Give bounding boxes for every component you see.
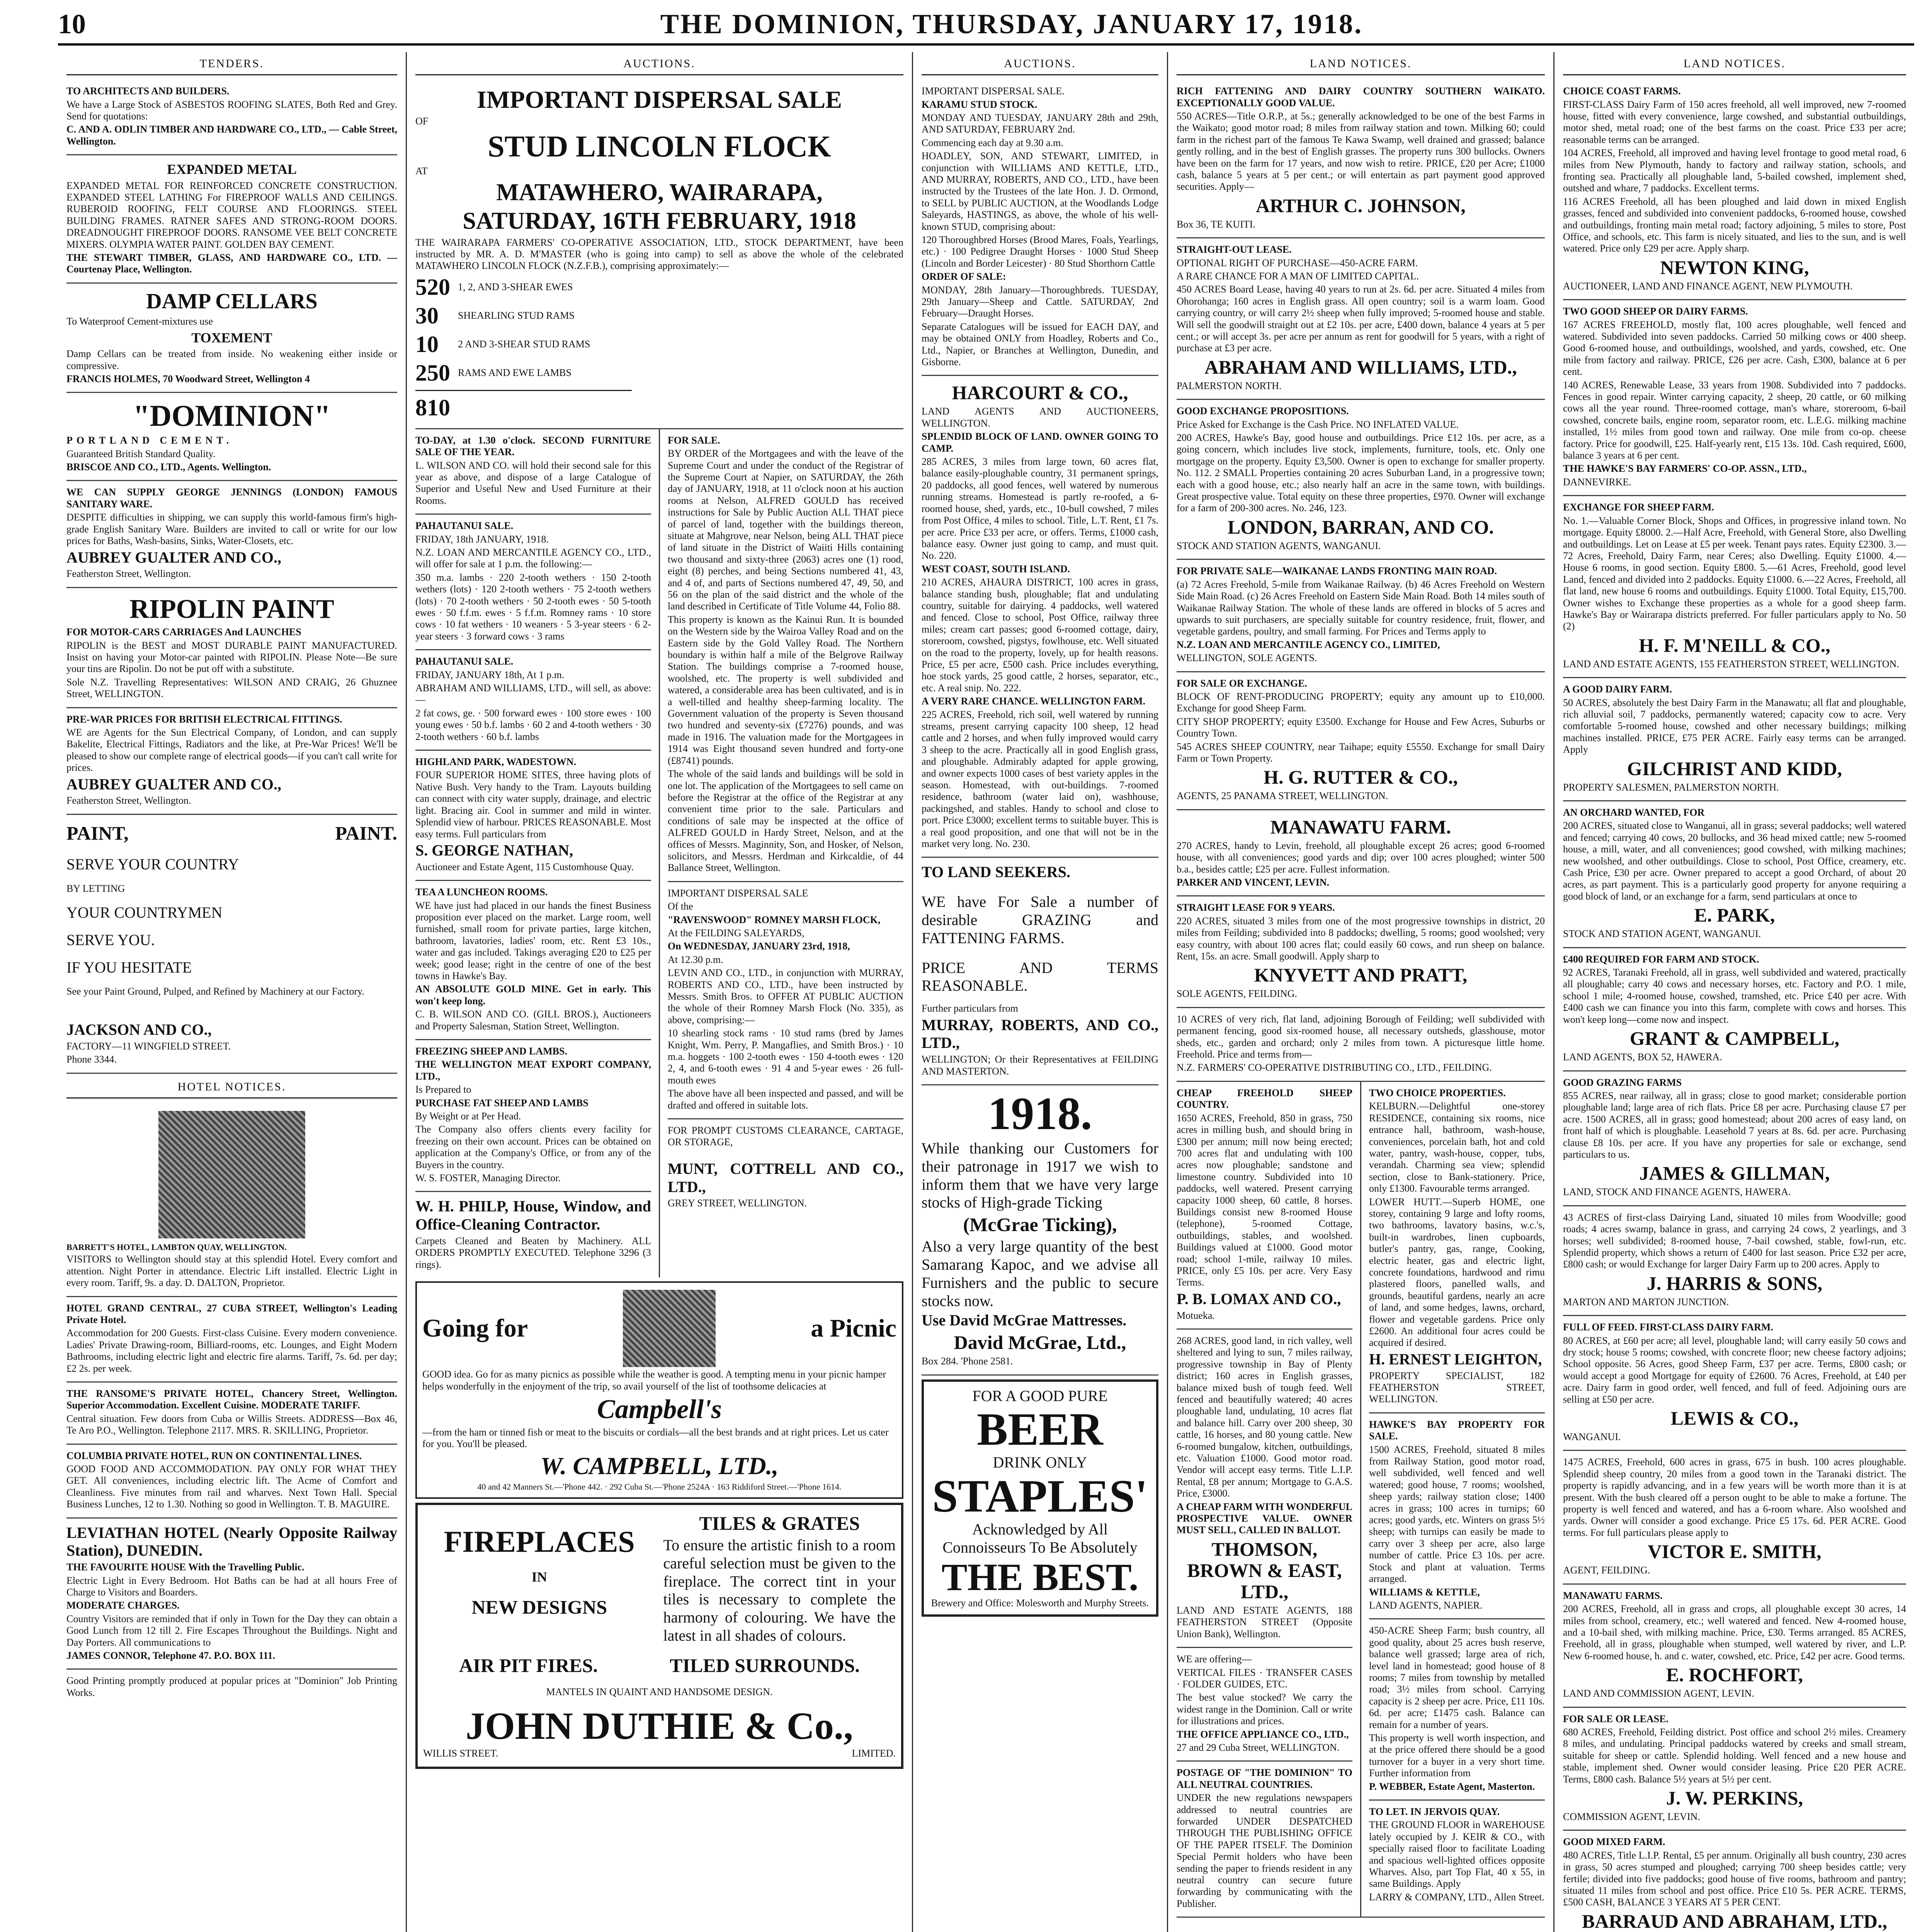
auctions-right bbox=[659, 429, 903, 1278]
land-two-column bbox=[1177, 1082, 1545, 1918]
picnic-illustration bbox=[623, 1290, 716, 1367]
lot-total: 810 bbox=[415, 395, 450, 420]
ad-straight-lease: STRAIGHT-OUT LEASE. OPTIONAL RIGHT OF PURCHASE—450-ACRE FARM. A RARE CHANCE FOR A MAN OF LIMITED CAPITAL. 450 ACRES Board Lease, having 40 years to run at 2s. 6d. per acre. Situated 4 miles from Ohorohanga; 160 acres in English grass. All open country; soil is a warm loam. Good carrying country, or will carry 2½ sheep when fully improved; 5-roomed house and stable. Will sell the goodwill straight out at £2 10s. per acre, £400 down, balance 4 years at 5 per cent.; or will accept 3s. per acre per annum as rent for goodwill for 5 years, with a right of purchase at £3 per acre. ABRAHAM AND WILLIAMS, LTD., PALMERSTON NORTH. bbox=[1177, 238, 1545, 400]
ad-perkins: FOR SALE OR LEASE. 680 ACRES, Freehold, Feilding district. Post office and school 2½ miles. Creamery 8 miles, and undulating. Principal paddocks watered by creeks and small stream, suitable for sheep or cattle. Splendid holding. Well fenced and a new house and stable, implement shed. Owner would consider leasing. Price £20 PER ACRE. Terms, £800 cash. Balance 5½ years at 5½ per cent. J. W. PERKINS, COMMISSION AGENT, LEVIN. bbox=[1563, 1708, 1906, 1831]
section-header: AUCTIONS. bbox=[922, 54, 1158, 75]
ad-manawatu-farm: MANAWATU FARM. 270 ACRES, handy to Levin, freehold, all ploughable except 26 acres; good 6-roomed house, with all conveniences; good yards and dip; over 100 acres ploughed; winter 500 b.a., besides cattle; £25 per acre. Fullest information. PARKER AND VINCENT, LEVIN. bbox=[1177, 810, 1545, 897]
ad-gillman: GOOD GRAZING FARMS 855 ACRES, near railway, all in grass; close to good market; considerable portion ploughable land; large area of rich flats. Price £8 per acre. Purchasing clause £7 per acre. 1500 ACRES, all in grass; good homestead; about 200 acres of easy land, on front half of which is ploughable. Leasehold 7 years at 8s. 6d. per acre. Purchasing clause £8 10s. per acre. If you have any properties for sale or exchange, send particulars to us. JAMES & GILLMAN, LAND, STOCK AND FINANCE AGENTS, HAWERA. bbox=[1563, 1071, 1906, 1206]
ad-karamu-stud: IMPORTANT DISPERSAL SALE. KARAMU STUD STOCK. MONDAY AND TUESDAY, JANUARY 28th and 29th, AND SATURDAY, FEBRUARY 2nd. Commencing each day at 9.30 a.m. HOADLEY, SON, AND STEWART, LIMITED, in conjunction with WILLIAMS AND KETTLE, LTD., AND MURRAY, ROBERTS, AND CO., LTD., have been instructed by the Trustees of the late Hon. J. D. Ormond, to SELL by PUBLIC AUCTION, at the Woodlands Lodge Saleyards, HASTINGS, as above, the whole of his well-known STUD, comprising about: 120 Thoroughbred Horses (Brood Mares, Foals, Yearlings, etc.) · 100 Pedigree Draught Horses · 1000 Stud Sheep (Lincoln and Border Leicester) · 80 Stud Shorthorn Cattle ORDER OF SALE: MONDAY, 28th January—Thoroughbreds. TUESDAY, 29th January—Sheep and Cattle. SATURDAY, 2nd February—Draught Horses. Separate Catalogues will be issued for EACH DAY, and may be obtained ONLY from Hoadley, Roberts and Co., Ltd., Napier, or Branches at Wellington, Dunedin, and Gisborne. bbox=[922, 80, 1158, 376]
ad-cheap-farm: 268 ACRES, good land, in rich valley, well sheltered and lying to sun, 7 miles railway, progressive township in Bay of Plenty district; 160 acres in English grasses, balance mixed bush of tough feed. Well fenced and beautifully watered; 40 acres ploughable land, undulating, 10 acres flat and balance hill. Carry over 200 sheep, 30 cattle, 16 horses, and 80 young cattle. New 6-roomed bungalow, kitchen, outbuildings, etc. Valuation £1000. Good motor road. Vendor will accept easy terms. Title L.I.P. Rental, £8 per annum; Mortgage to G.A.S. Price, £3000. A CHEAP FARM WITH WONDERFUL PROSPECTIVE VALUE. OWNER MUST SELL, CALLED IN BALLOT. THOMSON, BROWN & EAST, LTD., LAND AND ESTATE AGENTS, 188 FEATHERSTON STREET (Opposite Union Bank), Wellington. bbox=[1177, 1330, 1352, 1648]
ad-newton-king: CHOICE COAST FARMS. FIRST-CLASS Dairy Farm of 150 acres freehold, all well improved, new 7-roomed house, fitted with every convenience, large cowshed, and substantial outbuildings, motor shed, metal road; one of the best farms on the coast. Price £33 per acre; reasonable terms can be arranged. 104 ACRES, Freehold, all improved and having level frontage to good metal road, 6 miles from New Plymouth, handy to factory and railway station, schools, and fronting sea. Practically all ploughable land, 5-bailed cowshed, implement shed, outshed and whare, 7 paddocks. Excellent terms. 116 ACRES Freehold, all has been ploughed and laid down in mixed English grasses, fenced and subdivided into convenient paddocks, 6-roomed house, cowshed and outbuildings, fronting main metal road; factory adjoining, 5 miles to store, Post Office, and schools, etc. This farm is nicely situated, and lies to the sun, and is well watered. Price only £29 per acre. Apply sharp. NEWTON KING, AUCTIONEER, LAND AND FINANCE AGENT, NEW PLYMOUTH. bbox=[1563, 80, 1906, 300]
lot-row: 10 2 AND 3-SHEAR STUD RAMS bbox=[415, 332, 590, 357]
masthead bbox=[58, 9, 1914, 46]
ad-meat-export: FREEZING SHEEP AND LAMBS. THE WELLINGTON MEAT EXPORT COMPANY, LTD., Is Prepared to PURCHASE FAT SHEEP AND LAMBS By Weight or at Per Head. The Company also offers clients every facility for freezing on their own account. Prices can be obtained on application at the Company's Office, or from any of the Buyers in the country. W. S. FOSTER, Managing Director. bbox=[415, 1040, 651, 1192]
ad-sanitary-ware: WE CAN SUPPLY GEORGE JENNINGS (LONDON) FAMOUS SANITARY WARE. DESPITE difficulties in shipping, we can supply this world-famous firm's high-grade English Sanitary Ware. Builders are invited to call or write for our low prices for Baths, Wash-basins, Sinks, Water-Closets, etc. AUBREY GUALTER AND CO., Featherston Street, Wellington. bbox=[66, 481, 397, 588]
section-header-hotels: HOTEL NOTICES. bbox=[66, 1078, 397, 1099]
ad-hawkes-bay-farmers: TWO GOOD SHEEP OR DAIRY FARMS. 167 ACRES FREEHOLD, mostly flat, 100 acres ploughable, well fenced and watered. Subdivided into seven paddocks. Carried 50 milking cows or 400 sheep. Good 6-roomed house, and outbuildings, woolshed, and yards, cowshed, etc. One mile from factory and railway. PRICE, £26 per acre. Cash, £300, balance at 6 per cent. 140 ACRES, Renewable Lease, 33 years from 1908. Subdivided into 7 paddocks. Fences in good repair. Winter carrying capacity, 2 sheep, 20 cattle, or 60 milking cows all the year round. Three-roomed cottage, man's whare, storeroom, 6-bail cowshed, concrete bails, engine room, separator room, etc. L.E.G. milking machine installed, 1½ miles from good town and railway. One mile from co-op. cheese factory. Price for goodwill, £25. Half-yearly rent, £15 13s. 10d. Cash required, £600, balance 3 years at 6 per cent. THE HAWKE'S BAY FARMERS' CO-OP. ASSN., LTD., DANNEVIRKE. bbox=[1563, 300, 1906, 496]
land-left bbox=[1177, 1082, 1352, 1917]
ad-prewar: PRE-WAR PRICES FOR BRITISH ELECTRICAL FITTINGS. WE are Agents for the Sun Electrical Company, of London, and can supply Bakelite, Electrical Fittings, Radiators and the like, at Pre-War Prices! We'll be pleased to show our complete range of electrical goods—if you can't call write for prices. AUBREY GUALTER AND CO., Featherston Street, Wellington. bbox=[66, 708, 397, 815]
ad-ravenswood: IMPORTANT DISPERSAL SALE Of the "RAVENSWOOD" ROMNEY MARSH FLOCK, At the FEILDING SALEYARDS, On WEDNESDAY, JANUARY 23rd, 1918, At 12.30 p.m. LEVIN AND CO., LTD., in conjunction with MURRAY, ROBERTS AND CO., LTD., have been instructed by Messrs. Smith Bros. to OFFER AT PUBLIC AUCTION the whole of their Romney Marsh Flock (No. 335), as above, comprising:— 10 shearling stock rams · 10 stud rams (bred by James Knight, Wm. Perry, P. Mangaflies, and Smith Bros.) · 10 m.a. hoggets · 100 2-tooth ewes · 150 4-tooth ewes · 120 2, 4, and 6-tooth ewes · 91 4 and 5-year ewes · 26 full-mouth ewes The above have all been inspected and passed, and will be drafted and offered in suitable lots. bbox=[668, 882, 903, 1119]
lincoln-lots bbox=[415, 274, 632, 421]
ad-barraud: GOOD MIXED FARM. 480 ACRES, Title L.I.P. Rental, £5 per annum. Originally all bush country, 230 acres in grass, 50 acres stumped and ploughed; carrying 700 sheep besides cattle; very fertile; divided into five paddocks; good house of five rooms, bathroom and pantry; situated 11 miles from school and post office. Price £10 5s. PER ACRE. TERMS, £500 CASH, BALANCE 3 YEARS AT 5 PER CENT. BARRAUD AND ABRAHAM, LTD., bbox=[1563, 1831, 1906, 1932]
ad-lewis: FULL OF FEED. FIRST-CLASS DAIRY FARM. 80 ACRES, at £60 per acre; all level, ploughable land; will carry easily 50 cows and dry stock; house 5 rooms; cowshed, with concrete floor; new cheese factory adjoins; School opposite. 56 Acres, good Sheep Farm, £37 per acre. Terms, £800 cash; or would accept a good Mortgage for equity of £2600. 76 Acres, Freehold, at £40 per acre. Dairy farm in good order, well fenced, and full of feed. Adjoining ours are selling at £50 per acre. LEWIS & CO., WANGANUI. bbox=[1563, 1316, 1906, 1451]
auctions-two-column bbox=[415, 429, 903, 1278]
ad-knyvett: STRAIGHT LEASE FOR 9 YEARS. 220 ACRES, situated 3 miles from one of the most progressive townships in district, 20 miles from Feilding; subdivided into 8 paddocks; dwelling, 5 rooms; good woolshed; very easy country, with about 100 acres flat; could easily 60 cows, and run sheep on balance. Rent, 15s. an acre. Small goodwill. Apply sharp to KNYVETT AND PRATT, SOLE AGENTS, FEILDING. bbox=[1177, 896, 1545, 1008]
ad-pahautanui-2: PAHAUTANUI SALE. FRIDAY, JANUARY 18th, At 1 p.m. ABRAHAM AND WILLIAMS, LTD., will sell, as above:— 2 fat cows, ge. · 500 forward ewes · 100 store ewes · 100 young ewes · 50 b.f. lambs · 60 2 and 4-tooth wethers · 30 2-tooth wethers · 60 b.f. lambs bbox=[415, 650, 651, 751]
ad-highland-park: HIGHLAND PARK, WADESTOWN. FOUR SUPERIOR HOME SITES, three having plots of Native Bush. Very handy to the Tram. Layouts building can connect with city water supply, drainage, and electric light. Bracing air. Cool in summer and mild in winter. Splendid view of harbour. PRICES REASONABLE. Most easy terms. Full particulars from S. GEORGE NATHAN, Auctioneer and Estate Agent, 115 Customhouse Quay. bbox=[415, 751, 651, 881]
ad-victor-smith: 1475 ACRES, Freehold, 600 acres in grass, 675 in bush. 100 acres ploughable. Splendid sheep country, 20 miles from a good town in the Taranaki district. The property is rapidly advancing, and in a few years will be worth more than it is at present. With the bush cleared off a person ought to be able to make a fortune. The property is well fenced and watered, and has a 6-room whare. Also woolshed and yards. Owner will consider a good exchange. Price £5 17s. 6d. PER ACRE. Good terms. For full particulars please apply to VICTOR E. SMITH, AGENT, FEILDING. bbox=[1563, 1451, 1906, 1584]
ad-grand-central: HOTEL GRAND CENTRAL, 27 CUBA STREET, Wellington's Leading Private Hotel. Accommodation for 200 Guests. First-class Cuisine. Every modern convenience. Ladies' Private Drawing-room, Billiard-rooms, etc. Lounges, and Eight Modern Bathrooms, including electric light and electric fire alarms. Tariff, 7s. 6d. per day; £2 2s. per week. bbox=[66, 1297, 397, 1383]
ad-harris: 43 ACRES of first-class Dairying Land, situated 10 miles from Woodville; good roads; 4 acres swamp, balance in grass, and carrying 24 cows, 2 yearlings, and 3 horses; well subdivided; 8-roomed house, 7-bail cowshed, stable, fowl-run, etc. Splendid property, which shows a return of £400 for last season. Price £32 per acre, £800 cash; or would Exchange for larger Dairy Farm up to 200 acres. Apply to J. HARRIS & SONS, MARTON AND MARTON JUNCTION. bbox=[1563, 1206, 1906, 1316]
ad-feilding: 10 ACRES of very rich, flat land, adjoining Borough of Feilding; well subdivided with permanent fencing, good six-roomed house, all necessary outsheds, glasshouse, motor sheds, etc., garden and orchard; only 2 miles from town. A picturesque little home. Freehold. Price and terms from— N.Z. FARMERS' CO-OPERATIVE DISTRIBUTING CO., LTD., FEILDING. bbox=[1177, 1008, 1545, 1082]
ad-hawkes-bay: HAWKE'S BAY PROPERTY FOR SALE. 1500 ACRES, Freehold, situated 8 miles from Railway Station, good motor road, well subdivided, well fenced and well watered; good house, 7 rooms; woolshed, sheep yards; railway station close; 1400 acres in grass; 100 acres in turnips; 60 acres; good yards, etc. Winters on grass 5½ sheep; with turnips can easily be made to carry over 3 sheep per acre, also large number of cattle. Price £3 10s. per acre. Stock and plant at valuation. Terms arranged. WILLIAMS & KETTLE, LAND AGENTS, NAPIER. bbox=[1369, 1413, 1545, 1620]
ad-grant-campbell: £400 REQUIRED FOR FARM AND STOCK. 92 ACRES, Taranaki Freehold, all in grass, well subdivided and watered, practically all ploughable; carry 40 cows and necessary horses, etc. Factory and P.O. 1 mile, school 1 mile; 4-roomed house, cowshed, tramshed, etc. Price £40 per acre. With £400 cash we can finance you into this farm, complete with cows and horses. This won't keep long—come now and inspect. GRANT & CAMPBELL, LAND AGENTS, BOX 52, HAWERA. bbox=[1563, 948, 1906, 1071]
hotel-illustration bbox=[158, 1111, 305, 1238]
ad-barretts-hotel: BARRETT'S HOTEL, LAMBTON QUAY, WELLINGTON. VISITORS to Wellington should stay at this splendid Hotel. Every comfort and attention. Night Porter in attendance. Electric Lift installed. Electric Light in every room. Tariff, 9s. a day. D. DALTON, Proprietor. bbox=[66, 1103, 397, 1297]
ad-harcourt: HARCOURT & CO., LAND AGENTS AND AUCTIONEERS, WELLINGTON. SPLENDID BLOCK OF LAND. OWNER GOING TO CAMP. 285 ACRES, 3 miles from large town, 60 acres flat, balance easily-ploughable country, 31 permanent springs, 20 paddocks, all good fences, well watered by numerous running streams. Homestead is partly re-roofed, a 6-roomed house, shed, yards, etc., 10-bull cowshed, 7 miles from Post Office, 4 miles to school. Title, L.T. Rent, £1 7s. per acre. Price £33 per acre, or offers. Terms, £1000 cash, balance easy. Owner just going to camp, and must quit. No. 220. WEST COAST, SOUTH ISLAND. 210 ACRES, AHAURA DISTRICT, 100 acres in grass, balance standing bush, ploughable; flat and undulating country, suitable for dairying. 4 paddocks, well watered and fenced. Close to school, Post Office, railway three miles; cream cart passes; good 6-roomed cottage, dairy, storeroom, cowshed, pigstys, fowlhouse, etc. Well situated on the road to the property, lovely, up for health reasons. Price, £5 per acre, £500 cash. Price includes everything, hoe stock yards, 25 good cattle, 2 horses, separator, etc., etc. A real snip. No. 222. A VERY RARE CHANCE. WELLINGTON FARM. 225 ACRES, Freehold, rich soil, well watered by running streams, present carrying capacity 100 sheep, 12 head cattle and 2 horses, and when fully improved would carry 3 sheep to the acre. Practically all in good English grass, and ploughable. Admirably adapted for apple growing, and owner expects 1000 cases of best variety apples in the season. Homestead, with out-buildings. 7-roomed residence, bathroom (water laid on), washhouse, packingshed, and stables. Handy to school and close to port. Price £3000; excellent terms to suitable buyer. This is a real good proposition, and one that will not be in the market very long. No. 230. bbox=[922, 376, 1158, 858]
ad-tea-rooms: TEA A LUNCHEON ROOMS. WE have just had placed in our hands the finest Business proposition ever placed on the market. Large room, well furnished, small room for private parties, large kitchen, bathroom, lavatories, ladies' room, etc. Rent £3 10s., water and gas included. Takings averaging £20 to £25 per week; good lease; right in the centre of one of the best towns in Hawke's Bay. AN ABSOLUTE GOLD MINE. Get in early. This won't keep long. C. B. WILSON AND CO. (GILL BROS.), Auctioneers and Property Salesman, Station Street, Wellington. bbox=[415, 881, 651, 1040]
ad-expanded-metal: EXPANDED METAL EXPANDED METAL FOR REINFORCED CONCRETE CONSTRUCTION. EXPANDED STEEL LATHING For FIREPROOF WALLS AND CEILINGS. RUBEROID ROOFING, FELT COURSE AND FLOORINGS. STEEL BUILDING FRAMES. RATNER SAFES AND STRONG-ROOM DOORS. DREADNOUGHT FIREPROOF DOORS. RANSOME VEE BELT CONCRETE MIXERS. OLYMPIA WATER PAINT. GOLDEN BAY CEMENT. THE STEWART TIMBER, GLASS, AND HARDWARE CO., LTD. — Courtenay Place, Wellington. bbox=[66, 155, 397, 284]
ad-columbia: COLUMBIA PRIVATE HOTEL, RUN ON CONTINENTAL LINES. GOOD FOOD AND ACCOMMODATION. PAY ONLY FOR WHAT THEY GET. All conveniences, including electric lift. The Acme of Comfort and Cleanliness. Five minutes from rail and wharves. Next Town Hall. Special Business Lunches, 12 to 1.30. Nothing so good in Wellington. T. B. MAGUIRE. bbox=[66, 1445, 397, 1519]
ad-waikato: RICH FATTENING AND DAIRY COUNTRY SOUTHERN WAIKATO. EXCEPTIONALLY GOOD VALUE. 550 ACRES—Title O.R.P., at 5s.; generally acknowledged to be one of the best Farms in the Waikato; good motor road; 8 miles from railway station and town. Milking 60; could farm in the richest part of the famous Te Kawa Swamp, well drained and grassed; balance gently rolling, and in the best of English grasses. The property runs 300 bullocks. Owners have been on the farm for 17 years, and now wish to retire. PRICE, £20 per Acre; £1000 cash, balance 5 years at 5 per cent.; or will entertain as part payment good approved securities. Apply— ARTHUR C. JOHNSON, Box 36, TE KUITI. bbox=[1177, 80, 1545, 238]
lot-row: 520 1, 2, AND 3-SHEAR EWES bbox=[415, 274, 573, 300]
ad-staples-beer: FOR A GOOD PURE BEER DRINK ONLY STAPLES' Acknowledged by All Connoisseurs To Be Absolutely THE BEST. Brewery and Office: Molesworth and Murphy Streets. bbox=[922, 1379, 1158, 1617]
column-land-notices-2 bbox=[1553, 52, 1915, 1932]
ad-ransome: THE RANSOME'S PRIVATE HOTEL, Chancery Street, Wellington. Superior Accommodation. Excellent Cuisine. MODERATE TARIFF. Central situation. Few doors from Cuba or Willis Streets. ADDRESS—Box 46, Te Aro P.O., Wellington. Telephone 2117. MRS. R. SKILLING, Proprietor. bbox=[66, 1383, 397, 1445]
ad-stud-lincoln: IMPORTANT DISPERSAL SALE OF STUD LINCOLN FLOCK AT MATAWHERO, WAIRARAPA, SATURDAY, 16TH FEBRUARY, 1918 THE WAIRARAPA FARMERS' CO-OPERATIVE ASSOCIATION, LTD., STOCK DEPARTMENT, have been instructed by MR. A. D. M'MASTER (who is going into camp) to sell as above the whole of the celebrated MATAWHERO LINCOLN FLOCK (N.Z.F.B.), comprising approximately:— 520 1, 2, AND 3-SHEAR EWES 30 SHEARLING STUD RAMS 10 2 AND 3-SHEAR STUD RAMS 250 RAMS AND EWE LAMBS 810 bbox=[415, 80, 903, 429]
section-header: LAND NOTICES. bbox=[1177, 54, 1545, 75]
ad-rochfort: MANAWATU FARMS. 200 ACRES, Freehold, all in grass and crops, all ploughable except 30 acres, 14 miles from school, creamery, etc.; well watered and fenced. New 4-roomed house, and a 10-bail shed, with milking machine. Price, £30. Terms arranged. 85 ACRES, Freehold, all in grass, ploughable when stumped, well watered by river, and L.P. New 6-roomed house, h. and c. water, cowshed, etc. Price, £42 per acre. Good terms. E. ROCHFORT, LAND AND COMMISSION AGENT, LEVIN. bbox=[1563, 1585, 1906, 1708]
ad-dominion-cement: "DOMINION" PORTLAND CEMENT. Guaranteed British Standard Quality. BRISCOE AND CO., LTD., Agents. Wellington. bbox=[66, 393, 397, 481]
lot-row: 30 SHEARLING STUD RAMS bbox=[415, 303, 575, 328]
ad-land-seekers: TO LAND SEEKERS. WE have For Sale a number of desirable GRAZING and FATTENING FARMS. PRICE AND TERMS REASONABLE. Further particulars from MURRAY, ROBERTS, AND CO., LTD., WELLINGTON; Or their Representatives at FEILDING AND MASTERTON. bbox=[922, 858, 1158, 1085]
section-header: AUCTIONS. bbox=[415, 54, 903, 75]
column-auctions-2 bbox=[912, 52, 1167, 1932]
ad-ripolin: RIPOLIN PAINT FOR MOTOR-CARS CARRIAGES And LAUNCHES RIPOLIN is the BEST and MOST DURABLE PAINT MANUFACTURED. Insist on having your Motor-car painted with RIPOLIN. Please Note—Be sure your tins are Ripolin. Do not be put off with a substitute. Sole N.Z. Travelling Representatives: WILSON AND CRAIG, 26 Ghuznee Street, WELLINGTON. bbox=[66, 588, 397, 708]
ad-leighton: TWO CHOICE PROPERTIES. KELBURN.—Delightful one-storey RESIDENCE, containing six rooms, nice entrance hall, bathroom, wash-house, conveniences, porcelain bath, hot and cold water, pantry, wash-house, copper, tubs, verandah. Charming sea view; splendid section, close to Bank-stationery. Price, only £1300. Favourable terms arranged. LOWER HUTT.—Superb HOME, one storey, containing 9 large and lofty rooms, two bathrooms, lavatory basins, w.c.'s, built-in wardrobes, linen cupboards, butler's pantry, gas, range, Cooking, electric heater, gas and electric light, concrete foundations, hardwood and rimu plastered floors, panelled walls, and grounds, beautiful gardens, nearly an acre of land, and some hedges, lawns, orchard, flower and vegetable gardens. Price only £2600. An additional four acres could be acquired if desired. H. ERNEST LEIGHTON, PROPERTY SPECIALIST, 182 FEATHERSTON STREET, WELLINGTON. bbox=[1369, 1082, 1545, 1413]
ad-mcgrae: 1918. While thanking our Customers for their patronage in 1917 we wish to inform them that we have very large stocks of High-grade Ticking (McGrae Ticking), Also a very large quantity of the best Samarang Kapoc, and we advise all Furnishers and the public to secure stocks now. Use David McGrae Mattresses. David McGrae, Ltd., Box 284. 'Phone 2581. bbox=[922, 1085, 1158, 1376]
ad-to-let: TO LET. IN JERVOIS QUAY. THE GROUND FLOOR in WAREHOUSE lately occupied by J. KEIR & CO., with specially raised floor to facilitate Loading and spacious well-lighted offices opposite Wharves. Also, part Top Flat, 40 x 55, in same Buildings. Apply LARRY & COMPANY, LTD., Allen Street. bbox=[1369, 1806, 1545, 1903]
ad-waikanae: FOR PRIVATE SALE—WAIKANAE LANDS FRONTING MAIN ROAD. (a) 72 Acres Freehold, 5-mile from Waikanae Railway. (b) 46 Acres Freehold on Western Side Main Road. (c) 26 Acres Freehold on Eastern Side Main Road. Both 14 miles south of Waikanae Railway Station. The whole of these lands are offered in blocks of 5 acres and upwards to suit purchasers, are specially suitable for country residence, fruit, flower, and vegetable gardens, poultry, and small farming. For Prices and Terms apply to N.Z. LOAN AND MERCANTILE AGENCY CO., LIMITED, WELLINGTON, SOLE AGENTS. bbox=[1177, 560, 1545, 672]
section-header: LAND NOTICES. bbox=[1563, 54, 1906, 75]
ad-pahautanui-1: PAHAUTANUI SALE. FRIDAY, 18th JANUARY, 1918. N.Z. LOAN AND MERCANTILE AGENCY CO., LTD., will offer for sale at 1 p.m. the following:— 350 m.a. lambs · 220 2-tooth wethers · 150 2-tooth wethers (lots) · 120 2-tooth wethers · 75 2-tooth wethers (lots) · 70 2-tooth wethers · 50 2-tooth ewes · 50 5-tooth ewes · 50 f.f.m. ewes · 5 f.f.m. Romney rams · 10 store cows · 10 fat wethers · 10 weaners · 5 3-year steers · 6 2-year steers · 3 forward cows · 3 rams bbox=[415, 515, 651, 650]
ad-masterton: 450-ACRE Sheep Farm; bush country, all good quality, about 25 acres bush reserve, balance well grassed; large area of rich, level land in homestead; good house of 8 rooms; 7 miles from township by metalled road; 3½ miles from school. Carrying capacity is 2 sheep per acre. Price, £11 10s. 6d. per acre; £1475 cash. Balance can remain for a number of years. This property is well worth inspection, and at the price offered there should be a good turnover for a buyer in a very short time. Further information from P. WEBBER, Estate Agent, Masterton. bbox=[1369, 1619, 1545, 1801]
ad-park: AN ORCHARD WANTED, FOR 200 ACRES, situated close to Wanganui, all in grass; several paddocks; well watered and fenced; carrying 40 cows, 20 bullocks, and 36 head mixed cattle; new 5-roomed house, a mill, water, and all conveniences; good cowshed, with milking machines; new woolshed, and other outbuildings. Close to school, Post Office, creamery, etc. Cash Price, £30 per acre. Owner prepared to accept a good Orchard, of about 20 acres, as part payment. This is a particularly good property for anyone requiring a good block of land, or an exchange for a farm, send particulars at once to E. PARK, STOCK AND STATION AGENT, WANGANUI. bbox=[1563, 801, 1906, 948]
ad-philp: W. H. PHILP, House, Window, and Office-Cleaning Contractor. Carpets Cleaned and Beaten by Machinery. ALL ORDERS PROMPTLY EXECUTED. Telephone 3296 (3 rings). bbox=[415, 1197, 651, 1270]
ad-leviathan: LEVIATHAN HOTEL (Nearly Opposite Railway Station), DUNEDIN. THE FAVOURITE HOUSE With the Travelling Public. Electric Light in Every Bedroom. Hot Baths can be had at all hours Free of Charge to Visitors and Boarders. MODERATE CHARGES. Country Visitors are reminded that if only in Town for the Day they can obtain a Good Lunch from 12 till 2. Fire Escapes Throughout the Buildings. Night and Day Porters. All communications to JAMES CONNOR, Telephone 47. P.O. BOX 111. bbox=[66, 1519, 397, 1670]
ad-mneill: EXCHANGE FOR SHEEP FARM. No. 1.—Valuable Corner Block, Shops and Offices, in progressive inland town. No mortgage. Equity £8000. 2.—Half Acre, Freehold, with General Store, also Dwelling and outbuildings. Let on Lease at £5 per week. Tenant pays rates. Equity £2300. 3.—72 Acres, Freehold, Dairy Farm, near Ceres; also Dwelling. Equity £1000. 4.—House 6 rooms, in good section. Equity £800. 5.—61 Acres, Freehold, good level Land, fenced and divided into 2 paddocks. Equity £1000. 6.—22 Acres, Freehold, all flat land, new house 6 rooms and outbuildings. Equity £1000. Total Equity, £15,700. Owner wishes to Exchange these properties as a whole for a good sheep farm. Hawke's Bay or Wairarapa districts preferred. For fuller particulars apply to No. 50 (2) H. F. M'NEILL & CO., LAND AND ESTATE AGENTS, 155 FEATHERSTON STREET, WELLINGTON. bbox=[1563, 496, 1906, 678]
ad-kainui-run: FOR SALE. BY ORDER of the Mortgagees and with the leave of the Supreme Court and under the conduct of the Registrar of the Supreme Court at Napier, on SATURDAY, the 26th day of JANUARY, 1918, at 11 o'clock noon at his auction rooms at Nelson, ALFRED GOULD has received instructions for Sale by Public Auction ALL THAT piece of parcel of land, together with the buildings thereon, situate at Mahgrove, near Nelson, being ALL THAT piece of land situate in the District of Waiiti Hills containing two thousand and sixty-three (2063) acres one (1) rood, eight (8) perches, and being Sections numbered 41, 43, and 4 of, and parts of Sections numbered 47, 49, 50, and 56 on the plan of the said district and the whole of the land described in Certificate of Title Volume 44, Folio 88. This property is known as the Kainui Run. It is bounded on the Western side by the Wairoa Valley Road and on the Eastern side by the Gold Valley Road. The Northern boundary is within half a mile of the Belgrove Railway Station. The buildings comprise a 7-roomed house, woolshed, etc. The property is well subdivided and watered, a considerable area has been cultivated, and is in a well-tilled and healthy sheep-farming locality. The Government valuation of the property is Seven thousand two hundred and seventy-six (£7276) pounds, and was made in 1916. The valuation made for the Mortgagees in 1914 was Eight thousand seven hundred and forty-one (£8741) pounds. The whole of the said lands and buildings will be sold in one lot. The application of the Mortgagees to sell came on before the Registrar at the office of the Registrar at any convenient time prior to the sale. Particulars and conditions of sale may be inspected at the office of ALFRED GOULD in Hardy Street, Nelson, and at the offices of Messrs. Maginnity, Son, and Hosker, of Nelson, solicitors, and Messrs. Herdman and Kirkcaldie, of 44 Ballance Street, Wellington. bbox=[668, 429, 903, 882]
ad-lomax: CHEAP FREEHOLD SHEEP COUNTRY. 1650 ACRES, Freehold, 850 in grass, 750 acres in milling bush, and should bring in £300 per annum; mill now being erected; 700 acres flat and undulating with 100 acres now ploughable; sandstone and limestone country. Subdivided into 10 paddocks, well watered. Present carrying capacity 1000 sheep, 60 cattle, 8 horses. Buildings consist new 8-roomed House (telephone), 5-roomed Cottage, outbuildings, stables, and woolshed. Buildings valued at £1000. Good motor road; school 1-mile, railway 10 miles. PRICE, only £5 10s. per acre. Very Easy Terms. P. B. LOMAX AND CO., Motueka. bbox=[1177, 1082, 1352, 1330]
auctions-left bbox=[415, 429, 651, 1278]
ad-jackson-paint: PAINT, PAINT. SERVE YOUR COUNTRY BY LETTING YOUR COUNTRYMEN SERVE YOU. IF YOU HESITATE See your Paint Ground, Pulped, and Refined by Machinery at our Factory. JACKSON AND CO., FACTORY—11 WINGFIELD STREET. Phone 3344. bbox=[66, 815, 397, 1074]
ad-damp-cellars: DAMP CELLARS To Waterproof Cement-mixtures use TOXEMENT Damp Cellars can be treated from inside. No weakening either inside or compressive. FRANCIS HOLMES, 70 Woodward Street, Wellington 4 bbox=[66, 284, 397, 393]
column-auctions bbox=[406, 52, 912, 1932]
ad-duthie-fireplaces: FIREPLACES IN NEW DESIGNS TILES & GRATES To ensure the artistic finish to a room careful selection must be given to the fireplace. The correct tint in your tiles is necessary to complete the harmony of colouring. We have the latest in all shades of colours. AIR PIT FIRES. TILED SURROUNDS. MANTELS IN QUAINT AND HANDSOME DESIGN. JOHN DUTHIE & Co., WILLIS STREET. LIMITED. bbox=[415, 1503, 903, 1769]
page-number: 10 bbox=[58, 9, 86, 39]
ad-munt-cottrell: FOR PROMPT CUSTOMS CLEARANCE, CARTAGE, OR STORAGE, MUNT, COTTRELL AND CO., LTD., GREY STREET, WELLINGTON. bbox=[668, 1125, 903, 1209]
ad-gilchrist: A GOOD DAIRY FARM. 50 ACRES, absolutely the best Dairy Farm in the Manawatu; all flat and ploughable, rich alluvial soil, 7 paddocks, permanently watered; capacity cow to acre. Very comfortable 5-roomed house, cowshed and other necessary buildings; milking machines installed. PRICE, £75 PER ACRE. Fairly easy terms can be arranged. Apply GILCHRIST AND KIDD, PROPERTY SALESMEN, PALMERSTON NORTH. bbox=[1563, 678, 1906, 801]
ad-campbell-picnic: Going for a Picnic GOOD idea. Go for as many picnics as possible while the weather is good. A tempting menu in your picnic hamper helps wonderfully in the enjoyment of the trip, so avail yourself of the list of toothsome delicacies at Campbell's —from the ham or tinned fish or meat to the biscuits or cordials—all the best brands and at right prices. Let us cater for you. You'll be pleased. W. CAMPBELL, LTD., 40 and 42 Manners St.—'Phone 442. · 292 Cuba St.—'Phone 2524A · 163 Riddiford Street.—'Phone 1614. bbox=[415, 1281, 903, 1499]
ad-printing: Good Printing promptly produced at popular prices at "Dominion" Job Printing Works. bbox=[66, 1675, 397, 1698]
lot-row: 250 RAMS AND EWE LAMBS bbox=[415, 360, 571, 386]
masthead-title: THE DOMINION, THURSDAY, JANUARY 17, 1918. bbox=[660, 9, 1363, 39]
ad-office-appliance: WE are offering— VERTICAL FILES · TRANSFER CASES · FOLDER GUIDES, ETC. The best value stocked? We carry the widest range in the Dominion. Call or write for illustrations and prices. THE OFFICE APPLIANCE CO., LTD., 27 and 29 Cuba Street, WELLINGTON. bbox=[1177, 1648, 1352, 1762]
section-header: TENDERS. bbox=[66, 54, 397, 75]
ad-rutter: FOR SALE OR EXCHANGE. BLOCK OF RENT-PRODUCING PROPERTY; equity any amount up to £10,000. Exchange for good Sheep Farm. CITY SHOP PROPERTY; equity £3500. Exchange for House and Few Acres, Suburbs or Country Town. 545 ACRES SHEEP COUNTRY, near Taihape; equity £5550. Exchange for small Dairy Farm or Town Property. H. G. RUTTER & CO., AGENTS, 25 PANAMA STREET, WELLINGTON. bbox=[1177, 672, 1545, 810]
ad-exchange: GOOD EXCHANGE PROPOSITIONS. Price Asked for Exchange is the Cash Price. NO INFLATED VALUE. 200 ACRES, Hawke's Bay, good house and outbuildings. Price £12 10s. per acre, as a going concern, which includes live stock, implements, furniture, tools, etc. Only one mortgage on the property. Equity £3,500. Owner is open to exchange for smaller property. No. 112. 2 SMALL Properties containing 20 acres Suburban Land, in a progressive town; each with a good house, etc.; also nearly half an acre in the same town, with buildings. Great prospective value. Total equity on these three properties, £970. Owner will exchange for a farm of 200-300 acres. No. 246, 123. LONDON, BARRAN, AND CO. STOCK AND STATION AGENTS, WANGANUI. bbox=[1177, 400, 1545, 560]
ad-postage: POSTAGE OF "THE DOMINION" TO ALL NEUTRAL COUNTRIES. UNDER the new regulations newspapers addressed to neutral countries are forwarded UNDER DESPATCHED THROUGH THE PUBLISHING OFFICE OF THE PAPER ITSELF. The Dominion Special Permit holders who have been sending the paper to friends resident in any neutral country can secure future forwarding by communicating with the Publisher. bbox=[1177, 1767, 1352, 1909]
column-land-notices bbox=[1167, 52, 1553, 1932]
land-right bbox=[1360, 1082, 1545, 1917]
ad-odlin: TO ARCHITECTS AND BUILDERS. We have a Large Stock of ASBESTOS ROOFING SLATES, Both Red and Grey. Send for quotations: C. AND A. ODLIN TIMBER AND HARDWARE CO., LTD., — Cable Street, Wellington. bbox=[66, 80, 397, 155]
ad-wilson-furniture: TO-DAY, at 1.30 o'clock. SECOND FURNITURE SALE OF THE YEAR. L. WILSON AND CO. will hold their second sale for this year as above, and dispose of a large Catalogue of Superior and Useful New and Used Furniture at their Rooms. bbox=[415, 429, 651, 515]
column-tenders bbox=[58, 52, 406, 1932]
